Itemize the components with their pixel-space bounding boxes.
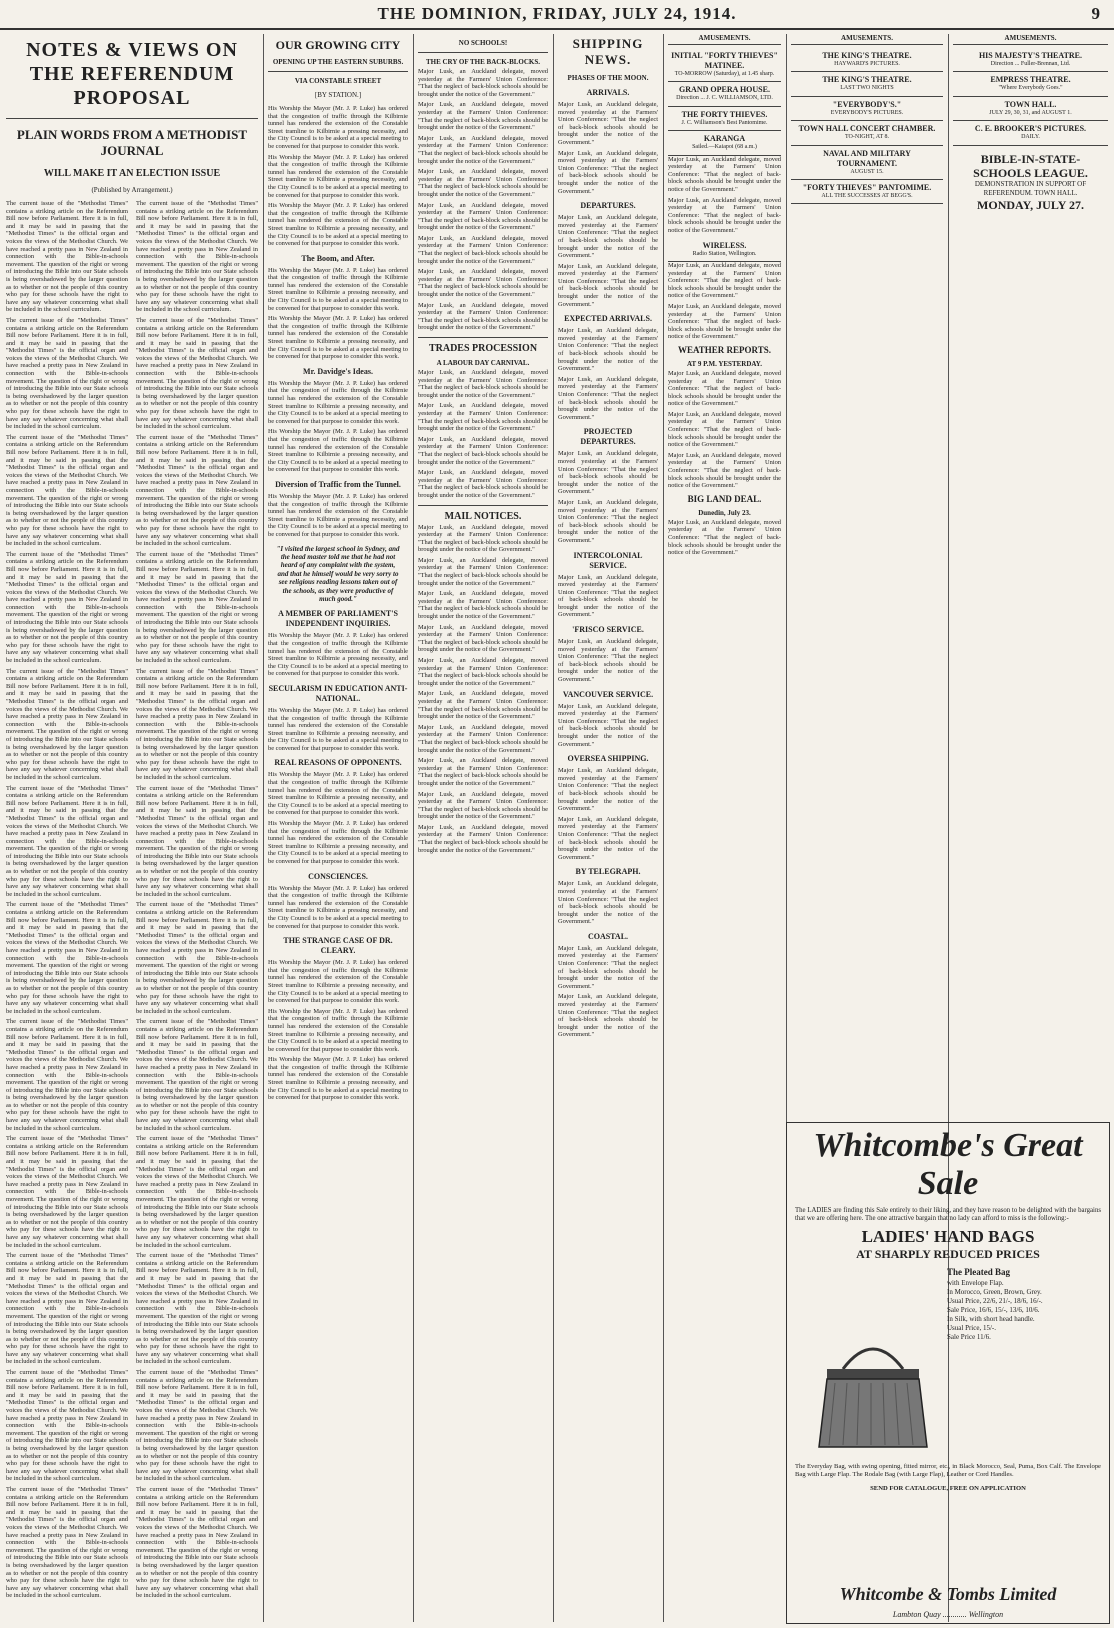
paragraph: Major Lusk, an Auckland delegate, moved yesterday at the Farmers' Union Conference: "That the neglect of back-block schools should be brought under the notice of the Government." xyxy=(418,435,548,466)
article-headline: OUR GROWING CITY xyxy=(275,38,401,52)
detail-line: with Envelope Flap. xyxy=(947,1279,1004,1288)
paragraph: Major Lusk, an Auckland delegate, moved yesterday at the Farmers' Union Conference: "That the neglect of back-block schools should be brought under the notice of the Government." xyxy=(418,201,548,232)
detail-line: In Silk, with short head handle. xyxy=(947,1315,1035,1324)
detail-line: Sale Price, 16/6, 15/-, 13/6, 10/6. xyxy=(947,1306,1040,1315)
section-head: ARRIVALS. xyxy=(586,88,630,97)
amusements-column-3 xyxy=(953,34,1108,1114)
product-name: The Pleated Bag xyxy=(947,1267,1010,1278)
advertisement xyxy=(791,180,943,204)
ad-body: EVERYBODY'S PICTURES. xyxy=(830,109,904,116)
ad-body: TO-MORROW (Saturday), at 1.45 sharp. xyxy=(674,71,775,77)
advertisement xyxy=(668,48,781,82)
ad-body: DAILY. xyxy=(1021,134,1040,141)
section-head: VANCOUVER SERVICE. xyxy=(562,689,654,699)
paragraph: Major Lusk, an Auckland delegate, moved yesterday at the Farmers' Union Conference: "That the neglect of back-block schools should be brought under the notice of the Government." xyxy=(558,149,658,195)
ad-logo: Whitcombe's Great Sale xyxy=(813,1127,1083,1202)
paragraph: His Worship the Mayor (Mr. J. P. Luke) has ordered that the congestion of traffic through the Kilbirnie tunnel has rendered the extension of the Constable Street tramline to Kilbirnie a pressing necessity, and the City Council is to be asked at a special meeting to be convened for that purpose to consider this work. xyxy=(268,959,408,1005)
paragraph: The current issue of the "Methodist Times" contains a striking article on the Referendum Bill now before Parliament. Here it is in full, and it may be said in passing that the "Methodist Times" is the official organ and voices the views of the Methodist Church. We have reached a pretty pass in New Zealand in connection with the Bible-in-schools movement. The question of the right or wrong of introducing the Bible into our State schools is being overshadowed by the larger question as to whether or not the people of this country who pay for these schools have the right to have any say whatever concerning what shall be included in the school curriculum. xyxy=(6,550,128,665)
section-head: AMUSEMENTS. xyxy=(791,34,943,45)
section-head: MAIL NOTICES. xyxy=(444,510,522,522)
article-subhead: THE CRY OF THE BACK-BLOCKS. xyxy=(425,58,541,66)
paragraph: His Worship the Mayor (Mr. J. P. Luke) has ordered that the congestion of traffic through the Kilbirnie tunnel has rendered the extension of the Constable Street tramline to Kilbirnie a pressing necessity, and the City Council is to be asked at a special meeting to be convened for that purpose to consider this work. xyxy=(268,379,408,425)
paragraph: The current issue of the "Methodist Times" contains a striking article on the Referendum Bill now before Parliament. Here it is in full, and it may be said in passing that the "Methodist Times" is the official organ and voices the views of the Methodist Church. We have reached a pretty pass in New Zealand in connection with the Bible-in-schools movement. The question of the right or wrong of introducing the Bible into our State schools is being overshadowed by the larger question as to whether or not the people of this country who pay for these schools have the right to have any say whatever concerning what shall be included in the school curriculum. xyxy=(136,1485,258,1600)
paragraph: Major Lusk, an Auckland delegate, moved yesterday at the Farmers' Union Conference: "That the neglect of back-block schools should be brought under the notice of the Government." xyxy=(418,134,548,165)
paragraph: Major Lusk, an Auckland delegate, moved yesterday at the Farmers' Union Conference: "That the neglect of back-block schools should be brought under the notice of the Government." xyxy=(418,623,548,654)
schools-article xyxy=(418,34,548,1622)
pull-quote: "I visited the largest school in Sydney, and the head master told me that he had not heard of any complaint with the system, and that he himself would be very sorry to see religious reading lessons taken out of the schools, as they were productive of much good." xyxy=(276,544,400,603)
ad-title: "FORTY THIEVES" PANTOMIME. xyxy=(802,183,932,193)
paragraph: Major Lusk, an Auckland delegate, moved yesterday at the Farmers' Union Conference: "That the neglect of back-block schools should be brought under the notice of the Government." xyxy=(418,68,548,98)
paragraph: Major Lusk, an Auckland delegate, moved yesterday at the Farmers' Union Conference: "That the neglect of back-block schools should be brought under the notice of the Government." xyxy=(418,556,548,587)
paragraph: Major Lusk, an Auckland delegate, moved yesterday at the Farmers' Union Conference: "That the neglect of back-block schools should be brought under the notice of the Government." xyxy=(418,657,548,687)
catalogue-note: SEND FOR CATALOGUE, FREE ON APPLICATION xyxy=(870,1485,1026,1493)
ad-address: Lambton Quay ............ Wellington xyxy=(892,1610,1004,1619)
paragraph: Major Lusk, an Auckland delegate, moved yesterday at the Farmers' Union Conference: "That the neglect of back-block schools should be brought under the notice of the Government." xyxy=(418,101,548,132)
advertisement xyxy=(668,82,781,106)
ad-title: NAVAL AND MILITARY TOURNAMENT. xyxy=(823,148,911,168)
paragraph: The current issue of the "Methodist Times" contains a striking article on the Referendum Bill now before Parliament. Here it is in full, and it may be said in passing that the "Methodist Times" is the official organ and voices the views of the Methodist Church. We have reached a pretty pass in New Zealand in connection with the Bible-in-schools movement. The question of the right or wrong of introducing the Bible into our State schools is being overshadowed by the larger question as to whether or not the people of this country who pay for these schools have the right to have any say whatever concerning what shall be included in the school curriculum. xyxy=(6,1252,128,1366)
ad-body: AUGUST 15. xyxy=(850,168,884,175)
advertisement xyxy=(791,48,943,72)
weather-heading: WEATHER REPORTS. xyxy=(677,344,772,355)
section-head: AMUSEMENTS. xyxy=(953,34,1108,45)
product-details xyxy=(947,1279,1109,1342)
paragraph: His Worship the Mayor (Mr. J. P. Luke) has ordered that the congestion of traffic through the Kilbirnie tunnel has rendered the extension of the Constable Street tramline to Kilbirnie a pressing necessity, and the City Council is to be asked at a special meeting to be convened for that purpose to consider this work. xyxy=(268,105,408,150)
weather-subheading: AT 9 P.M. YESTERDAY. xyxy=(687,359,762,368)
ad-title: KARANGA xyxy=(703,134,746,144)
ad-subheadline: AT SHARPLY REDUCED PRICES xyxy=(856,1247,1040,1262)
divider xyxy=(418,52,548,53)
article-subhead-2: WILL MAKE IT AN ELECTION ISSUE xyxy=(43,168,221,179)
ad-title: GRAND OPERA HOUSE. xyxy=(679,85,770,95)
paragraph: Major Lusk, an Auckland delegate, moved yesterday at the Farmers' Union Conference: "That the neglect of back-block schools should be brought under the notice of the Government." xyxy=(418,469,548,499)
advertisement xyxy=(791,121,943,145)
ad-title: EMPRESS THEATRE. xyxy=(990,75,1071,85)
byline: [BY STATION.] xyxy=(314,91,362,99)
paragraph: Major Lusk, an Auckland delegate, moved yesterday at the Farmers' Union Conference: "That the neglect of back-block schools should be brought under the notice of the Government." xyxy=(418,790,548,821)
paragraph: The current issue of the "Methodist Times" contains a striking article on the Referendum Bill now before Parliament. Here it is in full, and it may be said in passing that the "Methodist Times" is the official organ and voices the views of the Methodist Church. We have reached a pretty pass in New Zealand in connection with the Bible-in-schools movement. The question of the right or wrong of introducing the Bible into our State schools is being overshadowed by the larger question as to whether or not the people of this country who pay for these schools have the right to have any say whatever concerning what shall be included in the school curriculum. xyxy=(136,901,258,1015)
ad-title: C. E. BROOKER'S PICTURES. xyxy=(974,124,1087,134)
paragraph: His Worship the Mayor (Mr. J. P. Luke) has ordered that the congestion of traffic through the Kilbirnie tunnel has rendered the extension of the Constable Street tramline to Kilbirnie a pressing necessity, and the City Council is to be asked at a special meeting to be convened for that purpose to consider this work. xyxy=(268,820,408,865)
detail-line: In Morocco, Green, Brown, Grey. xyxy=(947,1288,1042,1297)
paragraph: The current issue of the "Methodist Times" contains a striking article on the Referendum Bill now before Parliament. Here it is in full, and it may be said in passing that the "Methodist Times" is the official organ and voices the views of the Methodist Church. We have reached a pretty pass in New Zealand in connection with the Bible-in-schools movement. The question of the right or wrong of introducing the Bible into our State schools is being overshadowed by the larger question as to whether or not the people of this country who pay for these schools have the right to have any say whatever concerning what shall be included in the school curriculum. xyxy=(136,200,258,314)
divider xyxy=(418,505,548,506)
advertisement xyxy=(668,131,781,155)
ad-title: WIRELESS. xyxy=(702,240,747,250)
paragraph: Major Lusk, an Auckland delegate, moved yesterday at the Farmers' Union Conference: "That the neglect of back-block schools should be brought under the notice of the Government." xyxy=(418,234,548,265)
byline: (Published by Arrangement.) xyxy=(91,186,173,194)
paragraph: Major Lusk, an Auckland delegate, moved yesterday at the Farmers' Union Conference: "That the neglect of back-block schools should be brought under the notice of the Government." xyxy=(558,815,658,861)
ad-body: Radio Station, Wellington. xyxy=(692,250,757,257)
paragraph: Major Lusk, an Auckland delegate, moved yesterday at the Farmers' Union Conference: "That the neglect of back-block schools should be brought under the notice of the Government." xyxy=(418,268,548,299)
paragraph: His Worship the Mayor (Mr. J. P. Luke) has ordered that the congestion of traffic through the Kilbirnie tunnel has rendered the extension of the Constable Street tramline to Kilbirnie a pressing necessity, and the City Council is to be asked at a special meeting to be convened for that purpose to consider this work. xyxy=(268,315,408,361)
ad-body: "Where Everybody Goes." xyxy=(998,85,1063,92)
product-description: The Everyday Bag, with swing opening, fitted mirror, etc., in Black Morocco, Seal, Puma, Box Calf. The Envelope Bag with Large Flap. The Rodale Bag (with Large Flap), Leather or Cord Handles. xyxy=(795,1463,1101,1479)
paragraph: The current issue of the "Methodist Times" contains a striking article on the Referendum Bill now before Parliament. Here it is in full, and it may be said in passing that the "Methodist Times" is the official organ and voices the views of the Methodist Church. We have reached a pretty pass in New Zealand in connection with the Bible-in-schools movement. The question of the right or wrong of introducing the Bible into our State schools is being overshadowed by the larger question as to whether or not the people of this country who pay for these schools have the right to have any say whatever concerning what shall be included in the school curriculum. xyxy=(6,901,128,1015)
paragraph: His Worship the Mayor (Mr. J. P. Luke) has ordered that the congestion of traffic through the Kilbirnie tunnel has rendered the extension of the Constable Street tramline to Kilbirnie a pressing necessity, and the City Council is to be asked at a special meeting to be convened for that purpose to consider this work. xyxy=(268,771,408,817)
column-rule xyxy=(263,34,264,1622)
advertisement xyxy=(791,146,943,180)
paragraph: Major Lusk, an Auckland delegate, moved yesterday at the Farmers' Union Conference: "That the neglect of back-block schools should be brought under the notice of the Government." xyxy=(558,262,658,308)
paragraph: Major Lusk, an Auckland delegate, moved yesterday at the Farmers' Union Conference: "That the neglect of back-block schools should be brought under the notice of the Government." xyxy=(668,196,781,234)
section-subhead: PHASES OF THE MOON. xyxy=(567,74,649,82)
advertisement xyxy=(953,97,1108,121)
column-rule xyxy=(663,34,664,1622)
paragraph: The current issue of the "Methodist Times" contains a striking article on the Referendum Bill now before Parliament. Here it is in full, and it may be said in passing that the "Methodist Times" is the official organ and voices the views of the Methodist Church. We have reached a pretty pass in New Zealand in connection with the Bible-in-schools movement. The question of the right or wrong of introducing the Bible into our State schools is being overshadowed by the larger question as to whether or not the people of this country who pay for these schools have the right to have any say whatever concerning what shall be included in the school curriculum. xyxy=(6,1018,128,1132)
section-head: INTERCOLONIAL SERVICE. xyxy=(573,550,643,570)
ad-body: ALL THE SUCCESSES AT BEGG'S. xyxy=(821,193,913,200)
section-head: THE STRANGE CASE OF DR. CLEARY. xyxy=(283,936,393,956)
ad-title: HIS MAJESTY'S THEATRE. xyxy=(978,51,1083,60)
paragraph: The current issue of the "Methodist Times" contains a striking article on the Referendum Bill now before Parliament. Here it is in full, and it may be said in passing that the "Methodist Times" is the official organ and voices the views of the Methodist Church. We have reached a pretty pass in New Zealand in connection with the Bible-in-schools movement. The question of the right or wrong of introducing the Bible into our State schools is being overshadowed by the larger question as to whether or not the people of this country who pay for these schools have the right to have any say whatever concerning what shall be included in the school curriculum. xyxy=(136,1369,258,1483)
paragraph: Major Lusk, an Auckland delegate, moved yesterday at the Farmers' Union Conference: "That the neglect of back-block schools should be brought under the notice of the Government." xyxy=(558,498,658,544)
article-subhead: PLAIN WORDS FROM A METHODIST JOURNAL xyxy=(16,127,248,158)
masthead xyxy=(0,0,1114,30)
paragraph: Major Lusk, an Auckland delegate, moved yesterday at the Farmers' Union Conference: "That the neglect of back-block schools should be brought under the notice of the Government." xyxy=(418,523,548,554)
section-head: TRADES PROCESSION xyxy=(428,343,538,354)
product-list xyxy=(795,1463,1101,1494)
paragraph: Major Lusk, an Auckland delegate, moved yesterday at the Farmers' Union Conference: "That the neglect of back-block schools should be brought under the notice of the Government." xyxy=(558,880,658,926)
paragraph: The current issue of the "Methodist Times" contains a striking article on the Referendum Bill now before Parliament. Here it is in full, and it may be said in passing that the "Methodist Times" is the official organ and voices the views of the Methodist Church. We have reached a pretty pass in New Zealand in connection with the Bible-in-schools movement. The question of the right or wrong of introducing the Bible into our State schools is being overshadowed by the larger question as to whether or not the people of this country who pay for these schools have the right to have any say whatever concerning what shall be included in the school curriculum. xyxy=(6,316,128,431)
divider xyxy=(418,337,548,338)
column-rule xyxy=(553,34,554,1622)
paragraph: His Worship the Mayor (Mr. J. P. Luke) has ordered that the congestion of traffic through the Kilbirnie tunnel has rendered the extension of the Constable Street tramline to Kilbirnie a pressing necessity, and the City Council is to be asked at a special meeting to be convened for that purpose to consider this work. xyxy=(268,884,408,930)
paragraph: His Worship the Mayor (Mr. J. P. Luke) has ordered that the congestion of traffic through the Kilbirnie tunnel has rendered the extension of the Constable Street tramline to Kilbirnie a pressing necessity, and the City Council is to be asked at a special meeting to be convened for that purpose to consider this work. xyxy=(268,153,408,199)
article-headline: NO SCHOOLS! xyxy=(458,39,508,47)
article-headline: NOTES & VIEWS ON THE REFERENDUM PROPOSAL xyxy=(26,39,238,109)
section-head: EXPECTED ARRIVALS. xyxy=(564,314,652,324)
paragraph: His Worship the Mayor (Mr. J. P. Luke) has ordered that the congestion of traffic through the Kilbirnie tunnel has rendered the extension of the Constable Street tramline to Kilbirnie a pressing necessity, and the City Council is to be asked at a special meeting to be convened for that purpose to consider this work. xyxy=(268,706,408,752)
paragraph: The current issue of the "Methodist Times" contains a striking article on the Referendum Bill now before Parliament. Here it is in full, and it may be said in passing that the "Methodist Times" is the official organ and voices the views of the Methodist Church. We have reached a pretty pass in New Zealand in connection with the Bible-in-schools movement. The question of the right or wrong of introducing the Bible into our State schools is being overshadowed by the larger question as to whether or not the people of this country who pay for these schools have the right to have any say whatever concerning what shall be included in the school curriculum. xyxy=(6,1485,128,1600)
ad-body: TO-NIGHT, AT 8. xyxy=(845,134,889,141)
paragraph: His Worship the Mayor (Mr. J. P. Luke) has ordered that the congestion of traffic through the Kilbirnie tunnel has rendered the extension of the Constable Street tramline to Kilbirnie a pressing necessity, and the City Council is to be asked at a special meeting to be convened for that purpose to consider this work. xyxy=(268,1056,408,1102)
paragraph: The current issue of the "Methodist Times" contains a striking article on the Referendum Bill now before Parliament. Here it is in full, and it may be said in passing that the "Methodist Times" is the official organ and voices the views of the Methodist Church. We have reached a pretty pass in New Zealand in connection with the Bible-in-schools movement. The question of the right or wrong of introducing the Bible into our State schools is being overshadowed by the larger question as to whether or not the people of this country who pay for these schools have the right to have any say whatever concerning what shall be included in the school curriculum. xyxy=(136,1135,258,1249)
paragraph: The current issue of the "Methodist Times" contains a striking article on the Referendum Bill now before Parliament. Here it is in full, and it may be said in passing that the "Methodist Times" is the official organ and voices the views of the Methodist Church. We have reached a pretty pass in New Zealand in connection with the Bible-in-schools movement. The question of the right or wrong of introducing the Bible into our State schools is being overshadowed by the larger question as to whether or not the people of this country who pay for these schools have the right to have any say whatever concerning what shall be included in the school curriculum. xyxy=(6,200,128,314)
ad-title: THE KING'S THEATRE. xyxy=(822,51,912,60)
section-head: Mr. Davidge's Ideas. xyxy=(303,366,373,376)
ad-body: Direction ... J. C. WILLIAMSON, LTD. xyxy=(676,95,773,102)
divider xyxy=(268,71,408,72)
paragraph: Major Lusk, an Auckland delegate, moved yesterday at the Farmers' Union Conference: "That the neglect of back-block schools should be brought under the notice of the Government." xyxy=(418,590,548,621)
paragraph: Major Lusk, an Auckland delegate, moved yesterday at the Farmers' Union Conference: "That the neglect of back-block schools should be brought under the notice of the Government." xyxy=(558,101,658,146)
handbag-illustration-icon xyxy=(809,1335,937,1455)
section-headline: SHIPPING NEWS. xyxy=(572,36,644,67)
city-article xyxy=(268,34,408,1622)
paragraph: Major Lusk, an Auckland delegate, moved yesterday at the Farmers' Union Conference: "That the neglect of back-block schools should be brought under the notice of the Government." xyxy=(418,723,548,754)
amusements-column-2 xyxy=(791,34,943,1114)
advertisement xyxy=(791,97,943,121)
ad-headline: LADIES' HAND BAGS xyxy=(861,1227,1035,1247)
ad-title: TOWN HALL. xyxy=(1004,99,1057,109)
section-head: OVERSEA SHIPPING. xyxy=(567,754,649,764)
paragraph: Major Lusk, an Auckland delegate, moved yesterday at the Farmers' Union Conference: "That the neglect of back-block schools should be brought under the notice of the Government." xyxy=(668,302,781,341)
paragraph: His Worship the Mayor (Mr. J. P. Luke) has ordered that the congestion of traffic through the Kilbirnie tunnel has rendered the extension of the Constable Street tramline to Kilbirnie a pressing necessity, and the City Council is to be asked at a special meeting to be convened for that purpose to consider this work. xyxy=(268,632,408,678)
masthead-title: THE DOMINION, FRIDAY, JULY 24, 1914. xyxy=(377,4,737,23)
paragraph: Major Lusk, an Auckland delegate, moved yesterday at the Farmers' Union Conference: "That the neglect of back-block schools should be brought under the notice of the Government." xyxy=(558,450,658,496)
paragraph: The current issue of the "Methodist Times" contains a striking article on the Referendum Bill now before Parliament. Here it is in full, and it may be said in passing that the "Methodist Times" is the official organ and voices the views of the Methodist Church. We have reached a pretty pass in New Zealand in connection with the Bible-in-schools movement. The question of the right or wrong of introducing the Bible into our State schools is being overshadowed by the larger question as to whether or not the people of this country who pay for these schools have the right to have any say whatever concerning what shall be included in the school curriculum. xyxy=(136,1252,258,1366)
paragraph: His Worship the Mayor (Mr. J. P. Luke) has ordered that the congestion of traffic through the Kilbirnie tunnel has rendered the extension of the Constable Street tramline to Kilbirnie a pressing necessity, and the City Council is to be asked at a special meeting to be convened for that purpose to consider this work. xyxy=(268,492,408,538)
section-head: COASTAL. xyxy=(587,931,629,941)
section-head: SECULARISM IN EDUCATION ANTI-NATIONAL. xyxy=(268,683,408,703)
ad-body: HAYWARD'S PICTURES. xyxy=(834,61,900,67)
amusements-column-1 xyxy=(668,34,781,1622)
paragraph: The current issue of the "Methodist Times" contains a striking article on the Referendum Bill now before Parliament. Here it is in full, and it may be said in passing that the "Methodist Times" is the official organ and voices the views of the Methodist Church. We have reached a pretty pass in New Zealand in connection with the Bible-in-schools movement. The question of the right or wrong of introducing the Bible into our State schools is being overshadowed by the larger question as to whether or not the people of this country who pay for these schools have the right to have any say whatever concerning what shall be included in the school curriculum. xyxy=(136,1018,258,1132)
paragraph: Major Lusk, an Auckland delegate, moved yesterday at the Farmers' Union Conference: "That the neglect of back-block schools should be brought under the notice of the Government." xyxy=(558,375,658,421)
column-rule xyxy=(413,34,414,1622)
paragraph: Major Lusk, an Auckland delegate, moved yesterday at the Farmers' Union Conference: "That the neglect of back-block schools should be brought under the notice of the Government." xyxy=(668,518,781,557)
bible-league-date: MONDAY, JULY 27. xyxy=(977,197,1084,212)
detail-line: Usual Price, 22/6, 21/-, 18/6, 16/-. xyxy=(947,1297,1043,1306)
divider xyxy=(6,118,258,119)
paragraph: The current issue of the "Methodist Times" contains a striking article on the Referendum Bill now before Parliament. Here it is in full, and it may be said in passing that the "Methodist Times" is the official organ and voices the views of the Methodist Church. We have reached a pretty pass in New Zealand in connection with the Bible-in-schools movement. The question of the right or wrong of introducing the Bible into our State schools is being overshadowed by the larger question as to whether or not the people of this country who pay for these schools have the right to have any say whatever concerning what shall be included in the school curriculum. xyxy=(6,784,128,898)
paragraph: Major Lusk, an Auckland delegate, moved yesterday at the Farmers' Union Conference: "That the neglect of back-block schools should be brought under the notice of the Government." xyxy=(668,261,781,300)
advertisement xyxy=(953,48,1108,72)
ad-body: Direction ... Fuller-Brennan, Ltd. xyxy=(990,61,1071,67)
ad-body: J. C. Williamson's Best Pantomime. xyxy=(681,119,768,126)
land-deal-heading: BIG LAND DEAL. xyxy=(687,493,762,504)
paragraph: The current issue of the "Methodist Times" contains a striking article on the Referendum Bill now before Parliament. Here it is in full, and it may be said in passing that the "Methodist Times" is the official organ and voices the views of the Methodist Church. We have reached a pretty pass in New Zealand in connection with the Bible-in-schools movement. The question of the right or wrong of introducing the Bible into our State schools is being overshadowed by the larger question as to whether or not the people of this country who pay for these schools have the right to have any say whatever concerning what shall be included in the school curriculum. xyxy=(136,550,258,665)
paragraph: His Worship the Mayor (Mr. J. P. Luke) has ordered that the congestion of traffic through the Kilbirnie tunnel has rendered the extension of the Constable Street tramline to Kilbirnie a pressing necessity, and the City Council is to be asked at a special meeting to be convened for that purpose to consider this work. xyxy=(268,202,408,248)
ad-footer: Whitcombe & Tombs Limited xyxy=(839,1584,1057,1604)
paragraph: Major Lusk, an Auckland delegate, moved yesterday at the Farmers' Union Conference: "That the neglect of back-block schools should be brought under the notice of the Government." xyxy=(558,573,658,619)
article-subhead-2: VIA CONSTABLE STREET xyxy=(294,77,382,85)
paragraph: Major Lusk, an Auckland delegate, moved yesterday at the Farmers' Union Conference: "That the neglect of back-block schools should be brought under the notice of the Government." xyxy=(668,451,781,490)
paragraph: Major Lusk, an Auckland delegate, moved yesterday at the Farmers' Union Conference: "That the neglect of back-block schools should be brought under the notice of the Government." xyxy=(418,301,548,332)
section-subhead: A LABOUR DAY CARNIVAL. xyxy=(436,359,530,367)
section-head: DEPARTURES. xyxy=(580,201,636,211)
ad-blurb: The LADIES are finding this Sale entirely to their liking, and they have reason to be delighted with the bargains that we are offering here. The one attractive bargain that no lady can afford to miss is the following:- xyxy=(795,1207,1101,1223)
paragraph: Major Lusk, an Auckland delegate, moved yesterday at the Farmers' Union Conference: "That the neglect of back-block schools should be brought under the notice of the Government." xyxy=(418,690,548,721)
paragraph: His Worship the Mayor (Mr. J. P. Luke) has ordered that the congestion of traffic through the Kilbirnie tunnel has rendered the extension of the Constable Street tramline to Kilbirnie a pressing necessity, and the City Council is to be asked at a special meeting to be convened for that purpose to consider this work. xyxy=(268,428,408,474)
paragraph: The current issue of the "Methodist Times" contains a striking article on the Referendum Bill now before Parliament. Here it is in full, and it may be said in passing that the "Methodist Times" is the official organ and voices the views of the Methodist Church. We have reached a pretty pass in New Zealand in connection with the Bible-in-schools movement. The question of the right or wrong of introducing the Bible into our State schools is being overshadowed by the larger question as to whether or not the people of this country who pay for these schools have the right to have any say whatever concerning what shall be included in the school curriculum. xyxy=(136,433,258,548)
detail-line: Usual Price, 15/-. xyxy=(947,1324,996,1333)
paragraph: The current issue of the "Methodist Times" contains a striking article on the Referendum Bill now before Parliament. Here it is in full, and it may be said in passing that the "Methodist Times" is the official organ and voices the views of the Methodist Church. We have reached a pretty pass in New Zealand in connection with the Bible-in-schools movement. The question of the right or wrong of introducing the Bible into our State schools is being overshadowed by the larger question as to whether or not the people of this country who pay for these schools have the right to have any say whatever concerning what shall be included in the school curriculum. xyxy=(6,667,128,781)
section-head: 'FRISCO SERVICE. xyxy=(572,625,644,635)
paragraph: The current issue of the "Methodist Times" contains a striking article on the Referendum Bill now before Parliament. Here it is in full, and it may be said in passing that the "Methodist Times" is the official organ and voices the views of the Methodist Church. We have reached a pretty pass in New Zealand in connection with the Bible-in-schools movement. The question of the right or wrong of introducing the Bible into our State schools is being overshadowed by the larger question as to whether or not the people of this country who pay for these schools have the right to have any say whatever concerning what shall be included in the school curriculum. xyxy=(136,316,258,431)
paragraph: Major Lusk, an Auckland delegate, moved yesterday at the Farmers' Union Conference: "That the neglect of back-block schools should be brought under the notice of the Government." xyxy=(558,214,658,260)
referendum-article xyxy=(6,34,258,1622)
paragraph: Major Lusk, an Auckland delegate, moved yesterday at the Farmers' Union Conference: "That the neglect of back-block schools should be brought under the notice of the Government." xyxy=(668,410,781,449)
article-body xyxy=(6,200,258,1603)
paragraph: Major Lusk, an Auckland delegate, moved yesterday at the Farmers' Union Conference: "That the neglect of back-block schools should be brought under the notice of the Government." xyxy=(668,369,781,408)
bible-league-subheading: DEMONSTRATION IN SUPPORT OF REFERENDUM. TOWN HALL. xyxy=(974,179,1087,197)
section-head: The Boom, and After. xyxy=(301,253,375,263)
paragraph: The current issue of the "Methodist Times" contains a striking article on the Referendum Bill now before Parliament. Here it is in full, and it may be said in passing that the "Methodist Times" is the official organ and voices the views of the Methodist Church. We have reached a pretty pass in New Zealand in connection with the Bible-in-schools movement. The question of the right or wrong of introducing the Bible into our State schools is being overshadowed by the larger question as to whether or not the people of this country who pay for these schools have the right to have any say whatever concerning what shall be included in the school curriculum. xyxy=(6,433,128,548)
article-subhead: OPENING UP THE EASTERN SUBURBS. xyxy=(272,58,404,66)
paragraph: Major Lusk, an Auckland delegate, moved yesterday at the Farmers' Union Conference: "That the neglect of back-block schools should be brought under the notice of the Government." xyxy=(558,638,658,684)
section-head: REAL REASONS OF OPPONENTS. xyxy=(274,758,402,768)
ad-body: Sailed.—Kaiapoi (68 a.m.) xyxy=(692,144,757,151)
detail-line: Sale Price 11/6. xyxy=(947,1333,991,1342)
paragraph: The current issue of the "Methodist Times" contains a striking article on the Referendum Bill now before Parliament. Here it is in full, and it may be said in passing that the "Methodist Times" is the official organ and voices the views of the Methodist Church. We have reached a pretty pass in New Zealand in connection with the Bible-in-schools movement. The question of the right or wrong of introducing the Bible into our State schools is being overshadowed by the larger question as to whether or not the people of this country who pay for these schools have the right to have any say whatever concerning what shall be included in the school curriculum. xyxy=(6,1369,128,1483)
advertisement xyxy=(953,72,1108,96)
paragraph: The current issue of the "Methodist Times" contains a striking article on the Referendum Bill now before Parliament. Here it is in full, and it may be said in passing that the "Methodist Times" is the official organ and voices the views of the Methodist Church. We have reached a pretty pass in New Zealand in connection with the Bible-in-schools movement. The question of the right or wrong of introducing the Bible into our State schools is being overshadowed by the larger question as to whether or not the people of this country who pay for these schools have the right to have any say whatever concerning what shall be included in the school curriculum. xyxy=(6,1135,128,1249)
paragraph: The current issue of the "Methodist Times" contains a striking article on the Referendum Bill now before Parliament. Here it is in full, and it may be said in passing that the "Methodist Times" is the official organ and voices the views of the Methodist Church. We have reached a pretty pass in New Zealand in connection with the Bible-in-schools movement. The question of the right or wrong of introducing the Bible into our State schools is being overshadowed by the larger question as to whether or not the people of this country who pay for these schools have the right to have any say whatever concerning what shall be included in the school curriculum. xyxy=(136,784,258,898)
shipping-news xyxy=(558,34,658,1622)
ad-body: LAST TWO NIGHTS xyxy=(840,85,894,92)
section-head: AMUSEMENTS. xyxy=(668,34,781,45)
section-head: CONSCIENCES. xyxy=(308,871,368,881)
land-deal-dateline: Dunedin, July 23. xyxy=(698,508,751,517)
page-number: 9 xyxy=(1091,4,1100,23)
paragraph: The current issue of the "Methodist Times" contains a striking article on the Referendum Bill now before Parliament. Here it is in full, and it may be said in passing that the "Methodist Times" is the official organ and voices the views of the Methodist Church. We have reached a pretty pass in New Zealand in connection with the Bible-in-schools movement. The question of the right or wrong of introducing the Bible into our State schools is being overshadowed by the larger question as to whether or not the people of this country who pay for these schools have the right to have any say whatever concerning what shall be included in the school curriculum. xyxy=(136,667,258,781)
paragraph: Major Lusk, an Auckland delegate, moved yesterday at the Farmers' Union Conference: "That the neglect of back-block schools should be brought under the notice of the Government." xyxy=(558,327,658,373)
advertisement xyxy=(953,121,1108,145)
paragraph: Major Lusk, an Auckland delegate, moved yesterday at the Farmers' Union Conference: "That the neglect of back-block schools should be brought under the notice of the Government." xyxy=(418,369,548,399)
paragraph: Major Lusk, an Auckland delegate, moved yesterday at the Farmers' Union Conference: "That the neglect of back-block schools should be brought under the notice of the Government." xyxy=(558,767,658,813)
paragraph: Major Lusk, an Auckland delegate, moved yesterday at the Farmers' Union Conference: "That the neglect of back-block schools should be brought under the notice of the Government." xyxy=(418,402,548,433)
ad-title: THE KING'S THEATRE. xyxy=(822,75,912,85)
advertisement xyxy=(668,238,781,262)
bible-league-heading: BIBLE-IN-STATE-SCHOOLS LEAGUE. xyxy=(973,151,1088,180)
paragraph: Major Lusk, an Auckland delegate, moved yesterday at the Farmers' Union Conference: "That the neglect of back-block schools should be brought under the notice of the Government." xyxy=(558,702,658,748)
ad-title: "EVERYBODY'S." xyxy=(832,99,902,109)
section-head: Diversion of Traffic from the Tunnel. xyxy=(275,479,401,489)
advertisement xyxy=(791,72,943,96)
paragraph: Major Lusk, an Auckland delegate, moved yesterday at the Farmers' Union Conference: "That the neglect of back-block schools should be brought under the notice of the Government." xyxy=(418,757,548,787)
section-head: A MEMBER OF PARLIAMENT'S INDEPENDENT INQUIRIES. xyxy=(278,609,398,629)
whitcombe-sale-ad xyxy=(786,1122,1110,1624)
ad-title: THE FORTY THIEVES. xyxy=(681,109,768,119)
paragraph: Major Lusk, an Auckland delegate, moved yesterday at the Farmers' Union Conference: "That the neglect of back-block schools should be brought under the notice of the Government." xyxy=(418,168,548,198)
ad-body: JULY 29, 30, 31, and AUGUST 1. xyxy=(989,109,1072,116)
paragraph: Major Lusk, an Auckland delegate, moved yesterday at the Farmers' Union Conference: "That the neglect of back-block schools should be brought under the notice of the Government." xyxy=(418,823,548,854)
paragraph: Major Lusk, an Auckland delegate, moved yesterday at the Farmers' Union Conference: "That the neglect of back-block schools should be brought under the notice of the Government." xyxy=(558,993,658,1039)
ad-title: INITIAL "FORTY THIEVES" MATINEE. xyxy=(671,51,778,70)
ad-title: TOWN HALL CONCERT CHAMBER. xyxy=(798,124,936,134)
section-head: BY TELEGRAPH. xyxy=(575,867,641,877)
paragraph: His Worship the Mayor (Mr. J. P. Luke) has ordered that the congestion of traffic through the Kilbirnie tunnel has rendered the extension of the Constable Street tramline to Kilbirnie a pressing necessity, and the City Council is to be asked at a special meeting to be convened for that purpose to consider this work. xyxy=(268,266,408,312)
paragraph: His Worship the Mayor (Mr. J. P. Luke) has ordered that the congestion of traffic through the Kilbirnie tunnel has rendered the extension of the Constable Street tramline to Kilbirnie a pressing necessity, and the City Council is to be asked at a special meeting to be convened for that purpose to consider this work. xyxy=(268,1007,408,1053)
paragraph: Major Lusk, an Auckland delegate, moved yesterday at the Farmers' Union Conference: "That the neglect of back-block schools should be brought under the notice of the Government." xyxy=(558,944,658,990)
section-head: PROJECTED DEPARTURES. xyxy=(580,427,636,447)
advertisement xyxy=(668,107,781,131)
paragraph: Major Lusk, an Auckland delegate, moved yesterday at the Farmers' Union Conference: "That the neglect of back-block schools should be brought under the notice of the Government." xyxy=(668,155,781,193)
